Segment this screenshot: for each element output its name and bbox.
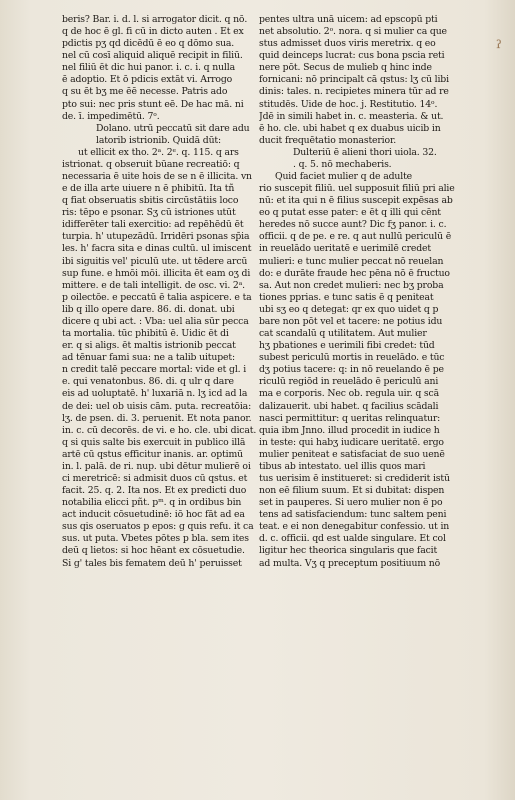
- right-column-line: nasci permittitur: q ueritas relinquatur:: [259, 412, 441, 424]
- left-column-line: latorib istrionib. Quidā dūt:: [96, 134, 221, 146]
- right-column-line: nere pōt. Secus de mulieb q hinc inde: [259, 62, 432, 74]
- left-column-line: pto sui: nec pris stunt eē. De hac mā. ni: [62, 98, 244, 110]
- left-column-line: pdictis pʒ qd dicēdū ē eo q dōmo sua.: [62, 38, 235, 50]
- left-column-line: beris? Bar. i. d. l. si arrogator dicit. q nō.: [62, 14, 248, 25]
- right-column-line: mulieri: e tunc mulier peccat nō reuelan: [259, 255, 444, 267]
- left-column-line: p oilectōe. e peccatū ē talia aspicere. e ta: [62, 291, 252, 303]
- right-column-line: rio suscepit filiū. uel supposuit filiū pri alie: [259, 183, 455, 195]
- right-column-line: tibus ab intestato. uel illis quos mari: [259, 460, 426, 472]
- left-column-line: facit. 25. q. 2. Ita nos. Et ex predicti duo: [62, 485, 247, 497]
- left-column-line: q de hoc ē gl. fi cū in dicto auten . Et ex: [62, 26, 244, 38]
- right-column-line: hʒ pbationes e uerimili fibi credet: tūd: [259, 340, 435, 352]
- right-column-line: quid deinceps lucrat: cus bona pscia reti: [259, 50, 445, 62]
- right-column-line: ubi sʒ eo q detegat: qr ex quo uidet q p: [259, 303, 439, 315]
- right-column-line: bare non pōt vel et tacere: ne potius idu: [259, 315, 443, 327]
- right-column-line: Dulteriū ē alieni thori uiola. 32.: [293, 146, 437, 158]
- right-column-line: teat. e ei non denegabitur confessio. ut in: [259, 521, 450, 533]
- right-column-line: Quid faciet mulier q de adulte: [275, 171, 413, 183]
- right-column-line: ad multa. Vʒ q preceptum positiuum nō: [259, 557, 441, 569]
- right-column-line: eo q putat esse pater: e ēt q illi qui cēnt: [259, 207, 441, 219]
- left-column-line: act inducit cōsuetudinē: iō hoc fāt ad ea: [62, 509, 245, 521]
- right-column-line: stitudēs. Uide de hoc. j. Restitutio. 14ᵒ.: [259, 98, 438, 110]
- right-column-line: cat scandalū q utilitatem. Aut mulier: [259, 328, 427, 340]
- right-column-line: subest periculū mortis in reuelādo. e tūc: [259, 352, 445, 364]
- left-column-line: notabilia elicci pñt. pᵐ. q in ordibus bin: [62, 497, 242, 509]
- right-column-line: heredes nō succe aunt? Dic fʒ panor. i. c.: [259, 219, 447, 231]
- left-column-line: q su ēt bʒ me ēē necesse. Patris ado: [62, 86, 228, 98]
- right-column-line: do: e durāte fraude hec pēna nō ē fructuo: [259, 267, 450, 279]
- left-column-line: nel filiū ēt dic hui panor. i. c. i. q nulla: [62, 62, 235, 74]
- right-column-line: set in pauperes. Si uero mulier non ē po: [259, 497, 443, 509]
- right-column-line: ducit frequētatio monasterior.: [259, 134, 397, 146]
- right-column-line: ma e corporis. Nec ob. regula uir. q scā: [259, 388, 440, 400]
- right-column-line: net absolutio. 2ᵒ. nora. q si mulier ca que: [259, 26, 447, 38]
- left-column-line: nel cū cosī aliquid aliquē recipit in filiū.: [62, 50, 243, 62]
- right-column-line: ē ho. cle. ubi habet q ex duabus uicib in: [259, 122, 441, 134]
- left-column-line: deū q lietos: si hoc hēant ex cōsuetudie.: [62, 545, 245, 557]
- right-column-line: tiones pprias. e tunc satis ē q peniteat: [259, 291, 434, 303]
- left-column-line: sus. ut puta. Vbetes pōtes p bla. sem ites: [62, 533, 249, 545]
- left-column-line: ē adoptio. Et ō pdicis extāt vi. Arrogo: [62, 74, 233, 86]
- left-column-line: ta mortalia. tūc phibitū ē. Uidic ēt di: [62, 328, 229, 340]
- left-column-line: sup fune. e hmōi mōi. illicita ēt eam oʒ di: [62, 267, 251, 279]
- right-column-line: mulier peniteat e satisfaciat de suo uenē: [259, 448, 445, 460]
- right-column-line: ligitur hec theorica singularis que facit: [259, 545, 438, 557]
- left-column-line: de dei: uel ob uisis cām. puta. recreatōia:: [62, 400, 252, 412]
- left-column-line: in. c. cū decorēs. de vi. e ho. cle. ubi dicat.: [62, 424, 257, 436]
- left-column-line: Si g' tales bis fematem deū h' peruisset: [62, 557, 242, 569]
- left-column-line: Dolano. utrū peccatū sit dare adu: [96, 122, 250, 134]
- left-column-line: ibi siguitis vel' piculū ute. ut tēdere arcū: [62, 255, 248, 267]
- right-column-line: tens ad satisfaciendum: tunc saltem peni: [259, 509, 447, 521]
- left-column-line: lib q illo opere dare. 86. di. donat. ubi: [62, 303, 235, 315]
- left-column-line: e de illa arte uiuere n ē phibitū. Ita tñ: [62, 183, 235, 195]
- right-column-line: stus admisset duos viris meretrix. q eo: [259, 38, 436, 50]
- right-column-line: in reuelādo ueritatē e uerimilē credet: [259, 243, 431, 255]
- left-column-line: istrionat. q obseruit būane recreatiō: q: [62, 158, 240, 170]
- left-column-line: les. h' facra sita e dinas cultū. ul imiscent: [62, 243, 252, 255]
- right-column-line: quia ibm Jnno. illud procedit in iudice h: [259, 424, 440, 436]
- left-column-line: idifferēter tali exercitio: ad repēhēdū ēt: [62, 219, 244, 231]
- left-column-line: necessaria ē uite hois de se n ē illicita. vn: [62, 171, 252, 183]
- left-column-line: sus qis oseruatos p epos: g quis refu. it ca: [62, 521, 254, 533]
- right-column-line: sa. Aut non credet mulieri: nec bʒ proba: [259, 279, 444, 291]
- right-column-line: riculū regiōd in reuelādo ē periculū ani: [259, 376, 439, 388]
- left-column-line: ris: tēpo e psonar. Sʒ cū istriones utūt: [62, 207, 236, 219]
- left-column-line: e. qui venatonbus. 86. di. q ulr q dare: [62, 376, 234, 388]
- left-column-line: de. ī. impedimētū. 7ᵒ.: [62, 110, 160, 122]
- right-column-line: officii. q de pe. e re. q aut nullū periculū ē: [259, 231, 452, 243]
- left-column-line: ut ellicit ex tho. 2ᵃ. 2ᵉ. q. 115. q ars: [78, 146, 239, 158]
- left-column-line: artē cū qstus efficitur inanis. ar. optimū: [62, 448, 243, 460]
- left-text-column: [62, 14, 268, 694]
- left-column-line: lʒ. de psen. di. 3. peruenit. Et nota panor.: [62, 412, 252, 424]
- right-column-line: pentes ultra unā uicem: ad epscopū pti: [259, 14, 438, 25]
- left-column-line: in. l. palā. de ri. nup. ubi dētur mulierē oi: [62, 460, 251, 472]
- left-column-line: ci meretricē: si admisit duos cū qstus. et: [62, 472, 248, 484]
- right-column-line: nū: et ita qui n ē filius suscepit expēsas ab: [259, 195, 453, 207]
- right-column-line: tus uerisim ē institueret: si crediderit istū: [259, 472, 450, 484]
- left-column-line: ad tēnuar fami sua: ne a talib uitupet:: [62, 352, 235, 364]
- left-column-line: n credit talē peccare mortal: vide et gl. i: [62, 364, 247, 376]
- left-column-line: mittere. e de tali intelligit. de osc. vi. 2ᵃ.: [62, 279, 245, 291]
- left-column-line: eis ad uoluptatē. h' luxariā n. lʒ icd ad la: [62, 388, 248, 400]
- left-column-line: er. q si aligs. ēt maltis istrionib peccat: [62, 340, 236, 352]
- left-column-line: q fiat obseruatis sbitis circūstātiis loco: [62, 195, 239, 207]
- right-column-line: Jdē in simili habet in. c. measteria. & ut.: [259, 110, 444, 122]
- right-column-line: fornicani: nō principalt cā qstus: lʒ cū libi: [259, 74, 449, 86]
- right-column-line: non eē filium suum. Et si dubitat: dispen: [259, 485, 445, 497]
- right-column-line: in teste: qui habʒ iudicare ueritatē. ergo: [259, 436, 444, 448]
- right-column-line: dʒ potius tacere: q: in nō reuelando ē pe: [259, 364, 444, 376]
- right-column-line: dalizauerit. ubi habet. q facilius scādali: [259, 400, 439, 412]
- right-column-line: . q. 5. nō mechaberis.: [293, 158, 392, 170]
- margin-mark: ˀ: [496, 36, 502, 60]
- right-text-column: [259, 14, 477, 704]
- right-column-line: d. c. officii. qd est ualde singulare. Et col: [259, 533, 446, 545]
- left-column-line: q si quis salte bis exercuit in publico illā: [62, 436, 246, 448]
- right-column-line: dinis: tales. n. recipietes minera tūr ad re: [259, 86, 449, 98]
- left-column-line: turpia. h' utupezādū. Irridēri psonas sp̄ia: [62, 231, 250, 243]
- left-column-line: dicere q ubi act. : Vba: uel alia sūr pecca: [62, 315, 249, 327]
